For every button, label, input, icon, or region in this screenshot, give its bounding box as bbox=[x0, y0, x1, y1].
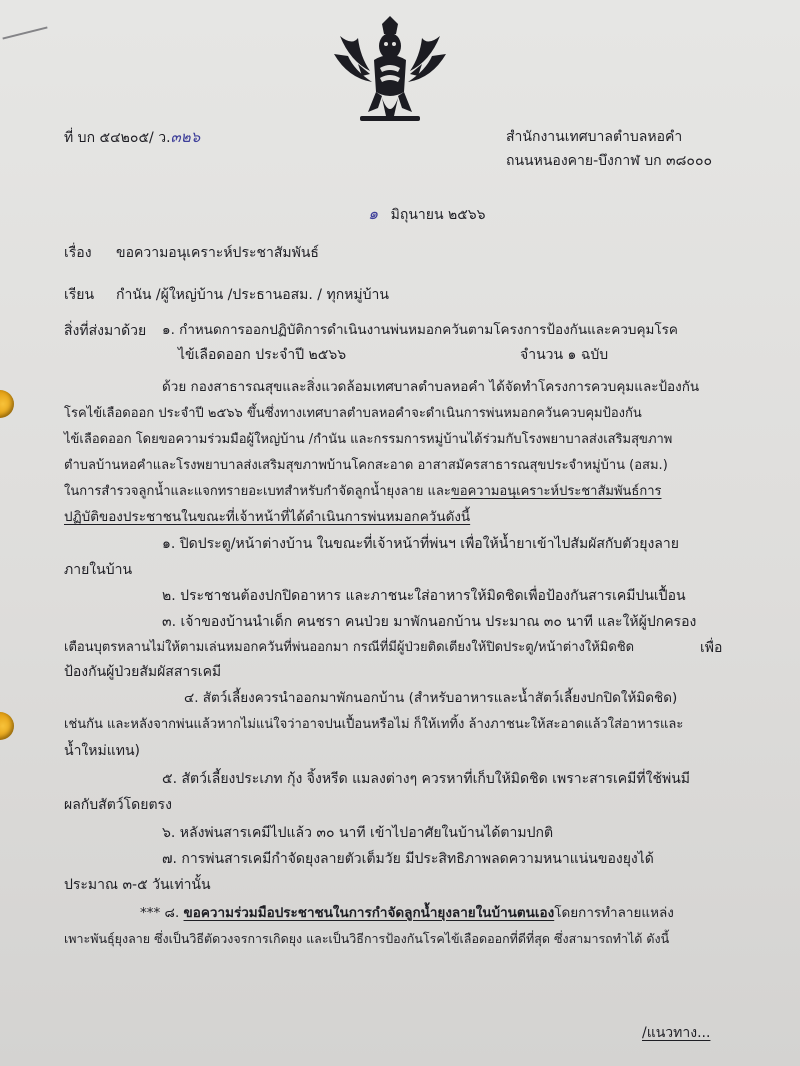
issuing-office: สำนักงานเทศบาลตำบลหอคำ bbox=[506, 129, 683, 145]
list-item-highlighted: *** ๘. ขอความร่วมมือประชาชนในการกำจัดลูกน้ำยุงลายในบ้านตนเองโดยการทำลายแหล่ง bbox=[140, 905, 674, 921]
list-item: ๗. การพ่นสารเคมีกำจัดยุงลายตัวเต็มวัย มีประสิทธิภาพลดความหนาแน่นของยุงได้ bbox=[162, 851, 654, 867]
body-line: ด้วย กองสาธารณสุขและสิ่งแวดล้อมเทศบาลตำบลหอคำ ได้จัดทำโครงการควบคุมและป้องกัน bbox=[162, 379, 700, 395]
body-line: ไข้เลือดออก โดยขอความร่วมมือผู้ใหญ่บ้าน /กำนัน และกรรมการหมู่บ้านได้ร่วมกับโรงพยาบาลส่งเสริมสุขภาพ bbox=[64, 432, 673, 447]
underlined-request: ขอความอนุเคราะห์ประชาสัมพันธ์การ bbox=[450, 484, 662, 499]
list-item: ๖. หลังพ่นสารเคมีไปแล้ว ๓๐ นาที เข้าไปอาศัยในบ้านได้ตามปกติ bbox=[162, 825, 554, 841]
binder-hole bbox=[0, 390, 14, 418]
list-item: ๓. เจ้าของบ้านนำเด็ก คนชรา คนป่วย มาพักนอกบ้าน ประมาณ ๓๐ นาที และให้ผู้ปกครอง bbox=[162, 614, 697, 630]
binder-hole bbox=[0, 712, 14, 740]
subject-label: เรื่อง bbox=[64, 245, 92, 261]
list-item-continuation: ผลกับสัตว์โดยตรง bbox=[64, 797, 172, 813]
subject-text: ขอความอนุเคราะห์ประชาสัมพันธ์ bbox=[116, 245, 319, 261]
list-item: ๑. ปิดประตู/หน้าต่างบ้าน ในขณะที่เจ้าหน้าที่พ่นฯ เพื่อให้น้ำยาเข้าไปสัมผัสกับตัวยุงลาย bbox=[162, 536, 679, 552]
letter-date: ๑ มิถุนายน ๒๕๖๖ bbox=[368, 204, 486, 223]
list-item-continuation: เพื่อ bbox=[700, 640, 723, 656]
body-line-underlined: ปฏิบัติของประชาชนในขณะที่เจ้าหน้าที่ได้ดำเนินการพ่นหมอกควันดังนี้ bbox=[64, 509, 471, 525]
office-address: ถนนหนองคาย-บึงกาฬ บก ๓๘๐๐๐ bbox=[506, 153, 713, 169]
list-item: ๒. ประชาชนต้องปกปิดอาหาร และภาชนะใส่อาหารให้มิดชิดเพื่อป้องกันสารเคมีปนเปื้อน bbox=[162, 588, 686, 604]
reference-number: ที่ บก ๕๔๒๐๕/ ว.๓๒๖ bbox=[64, 128, 201, 146]
list-item-continuation: ภายในบ้าน bbox=[64, 562, 133, 578]
list-item-continuation: ประมาณ ๓-๕ วันเท่านั้น bbox=[64, 877, 211, 893]
recipient-label: เรียน bbox=[64, 287, 95, 303]
enclosure-quantity: จำนวน ๑ ฉบับ bbox=[520, 347, 609, 363]
list-item-continuation: น้ำใหม่แทน) bbox=[64, 743, 141, 759]
garuda-emblem-icon bbox=[330, 16, 450, 126]
underlined-request: ขอความร่วมมือประชาชนในการกำจัดลูกน้ำยุงลายในบ้านตนเอง bbox=[183, 905, 555, 921]
list-item-continuation: ป้องกันผู้ป่วยสัมผัสสารเคมี bbox=[64, 664, 222, 680]
page-continuation-marker: /แนวทาง... bbox=[642, 1025, 711, 1041]
recipient-text: กำนัน /ผู้ใหญ่บ้าน /ประธานอสม. / ทุกหมู่บ้าน bbox=[116, 287, 389, 303]
list-item-continuation: เตือนบุตรหลานไม่ให้ตามเล่นหมอกควันที่พ่นออกมา กรณีที่มีผู้ป่วยติดเตียงให้ปิดประตู/หน้าต่างให้มิดชิด bbox=[64, 640, 635, 655]
handwritten-date-day: ๑ bbox=[368, 204, 379, 223]
body-line: โรคไข้เลือดออก ประจำปี ๒๕๖๖ ขึ้นซึ่งทางเทศบาลตำบลหอคำจะดำเนินการพ่นหมอกควันควบคุมป้องกัน bbox=[64, 406, 642, 421]
list-item: ๕. สัตว์เลี้ยงประเภท กุ้ง จิ้งหรีด แมลงต่างๆ ควรหาที่เก็บให้มิดชิด เพราะสารเคมีที่ใช้พ่นมี bbox=[162, 771, 690, 787]
body-line: ตำบลบ้านหอคำและโรงพยาบาลส่งเสริมสุขภาพบ้านโคกสะอาด อาสาสมัครสาธารณสุขประจำหมู่บ้าน (อสม.) bbox=[64, 458, 668, 473]
list-item: ๔. สัตว์เลี้ยงควรนำออกมาพักนอกบ้าน (สำหรับอาหารและน้ำสัตว์เลี้ยงปกปิดให้มิดชิด) bbox=[184, 690, 678, 706]
enclosure-label: สิ่งที่ส่งมาด้วย bbox=[64, 323, 147, 339]
pen-mark bbox=[2, 26, 47, 39]
list-item-continuation: เช่นกัน และหลังจากพ่นแล้วหากไม่แน่ใจว่าอาจปนเปื้อนหรือไม่ ก็ให้เททิ้ง ล้างภาชนะให้สะอาดแล้วใส่อาหารและ bbox=[64, 717, 684, 732]
enclosure-line: ไข้เลือดออก ประจำปี ๒๕๖๖ bbox=[178, 347, 347, 363]
body-line: ในการสำรวจลูกน้ำและแจกทรายอะเบทสำหรับกำจัดลูกน้ำยุงลาย และขอความอนุเคราะห์ประชาสัมพันธ์การ bbox=[64, 484, 662, 499]
handwritten-ref-number: ๓๒๖ bbox=[170, 128, 201, 146]
list-item-continuation: เพาะพันธุ์ยุงลาย ซึ่งเป็นวิธีตัดวงจรการเกิดยุง และเป็นวิธีการป้องกันโรคไข้เลือดออกที่ดีที่สุด ซึ่งสามารถทำได้ ดังนี้ bbox=[64, 931, 670, 946]
enclosure-line: ๑. กำหนดการออกปฏิบัติการดำเนินงานพ่นหมอกควันตามโครงการป้องกันและควบคุมโรค bbox=[162, 322, 678, 338]
